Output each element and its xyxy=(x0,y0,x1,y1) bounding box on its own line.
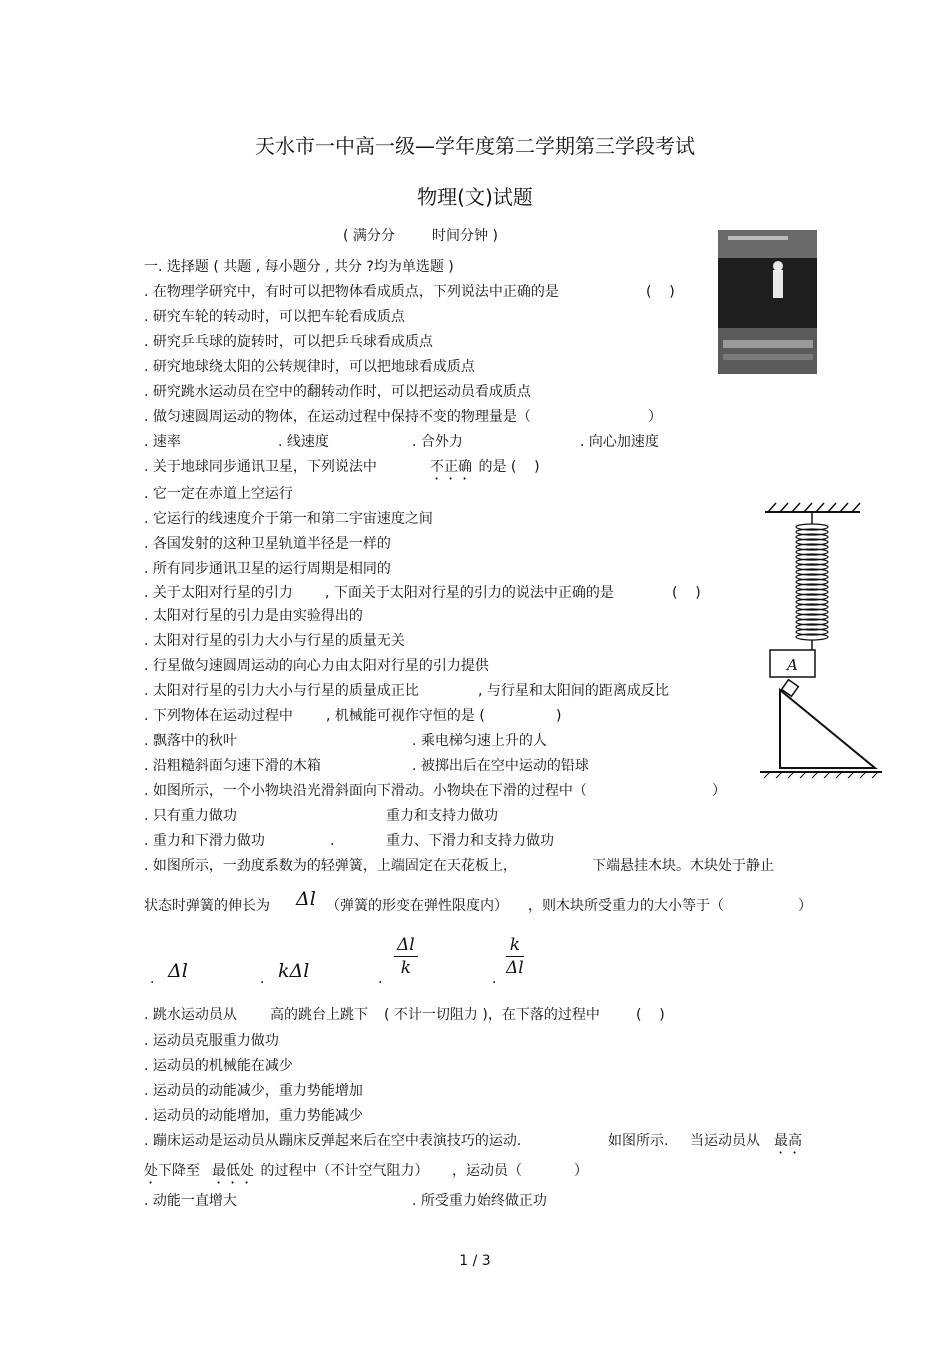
q3-emphasis: 不正确 xyxy=(430,459,472,475)
q1-option-a: . 研究车轮的转动时，可以把车轮看成质点 xyxy=(144,309,405,325)
q6-option-c-dot: . xyxy=(330,833,335,849)
q8-stem-2: 高的跳台上跳下 xyxy=(270,1007,368,1023)
q2-stem: . 做匀速圆周运动的物体，在运动过程中保持不变的物理量是（ xyxy=(144,409,531,425)
spring-incline-diagram xyxy=(760,500,885,780)
q8-paren: ( ) xyxy=(636,1007,665,1023)
section-heading: 一. 选择题 ( 共题 , 每小题分 , 共分 ?均为单选题 ) xyxy=(144,259,454,275)
q2-option-d: . 向心加速度 xyxy=(580,434,659,450)
q7-line2-a: 状态时弹簧的伸长为 xyxy=(144,898,270,914)
q7-option-d-fraction xyxy=(506,934,524,979)
q1-stem: . 在物理学研究中，有时可以把物体看成质点，下列说法中正确的是 xyxy=(144,284,559,300)
q1-paren: ( ) xyxy=(646,284,675,300)
q7-option-b: kΔl xyxy=(278,960,310,982)
q8-option-d: . 运动员的动能增加，重力势能减少 xyxy=(144,1108,363,1124)
q6-option-c: . 重力和下滑力做功 xyxy=(144,833,265,849)
q9-option-a: . 动能一直增大 xyxy=(144,1193,237,1209)
q9-stem-1: . 蹦床运动是运动员从蹦床反弹起来后在空中表演技巧的运动. xyxy=(144,1133,522,1149)
q7-paren: ） xyxy=(798,898,812,914)
q3-option-b: . 它运行的线速度介于第一和第二宇宙速度之间 xyxy=(144,511,433,527)
q5-option-b: . 乘电梯匀速上升的人 xyxy=(412,733,547,749)
q7-delta-l: Δl xyxy=(296,888,316,910)
q4-option-d-2: , 与行星和太阳间的距离成反比 xyxy=(478,683,669,699)
q7-option-b-marker: . xyxy=(260,971,265,987)
q3-tail: 的是 ( ) xyxy=(474,459,540,475)
q7-option-c-numerator: Δl xyxy=(394,934,418,957)
q7-line2-c: ，则木块所受重力的大小等于（ xyxy=(528,898,724,914)
exam-subtitle: 物理(文)试题 xyxy=(417,185,533,209)
time-info: 时间分钟 ) xyxy=(432,228,498,244)
q7-stem-2: 下端悬挂木块。木块处于静止 xyxy=(592,858,774,874)
q4-paren: ( ) xyxy=(672,585,701,601)
q4-stem-2: , 下面关于太阳对行星的引力的说法中正确的是 xyxy=(325,585,614,601)
q8-option-b: . 运动员的机械能在减少 xyxy=(144,1058,293,1074)
q7-stem-1: . 如图所示，一劲度系数为的轻弹簧，上端固定在天花板上， xyxy=(144,858,517,874)
q5-stem-2: , 机械能可视作守恒的是 ( xyxy=(326,708,485,724)
q7-option-d-numerator: k xyxy=(506,934,524,957)
q2-option-c: . 合外力 xyxy=(412,434,463,450)
exam-title: 天水市一中高一级—学年度第二学期第三学段考试 xyxy=(255,134,695,158)
q7-line2-b: （弹簧的形变在弹性限度内） xyxy=(326,898,508,914)
q5-paren: ) xyxy=(556,708,562,724)
q9-stem-3: 当运动员从 xyxy=(690,1133,760,1149)
trampoline-photo xyxy=(718,230,817,374)
page-number: 1 / 3 xyxy=(459,1253,491,1269)
q4-stem-1: . 关于太阳对行星的引力 xyxy=(144,585,293,601)
q6-paren: ） xyxy=(712,783,726,799)
q5-option-a: . 飘落中的秋叶 xyxy=(144,733,237,749)
q9-option-b: . 所受重力始终做正功 xyxy=(412,1193,547,1209)
q5-stem-1: . 下列物体在运动过程中 xyxy=(144,708,293,724)
q7-option-d-denominator: Δl xyxy=(506,958,524,978)
q6-stem: . 如图所示，一个小物块沿光滑斜面向下滑动。小物块在下滑的过程中（ xyxy=(144,783,587,799)
q1-option-d: . 研究跳水运动员在空中的翻转动作时，可以把运动员看成质点 xyxy=(144,384,531,400)
q3-option-d: . 所有同步通讯卫星的运行周期是相同的 xyxy=(144,561,391,577)
q1-option-b: . 研究乒乓球的旋转时，可以把乒乓球看成质点 xyxy=(144,334,433,350)
q9-line2-c: 的过程中（不计空气阻力） xyxy=(256,1163,429,1179)
q8-option-c: . 运动员的动能减少，重力势能增加 xyxy=(144,1083,363,1099)
q8-stem-1: . 跳水运动员从 xyxy=(144,1007,237,1023)
q7-option-c-marker: . xyxy=(378,971,383,987)
q9-emphasis-highest: 最高 xyxy=(774,1133,802,1149)
score-info: ( 满分分 xyxy=(343,228,395,244)
q4-option-c: . 行星做匀速圆周运动的向心力由太阳对行星的引力提供 xyxy=(144,658,489,674)
q1-option-c: . 研究地球绕太阳的公转规律时，可以把地球看成质点 xyxy=(144,359,475,375)
block-a-label: A xyxy=(787,656,798,674)
q7-option-a-marker: . xyxy=(150,971,155,987)
q4-option-d-1: . 太阳对行星的引力大小与行星的质量成正比 xyxy=(144,683,419,699)
q2-option-a: . 速率 xyxy=(144,434,181,450)
q6-option-d: 重力、下滑力和支持力做功 xyxy=(386,833,554,849)
q3-stem: . 关于地球同步通讯卫星，下列说法中 xyxy=(144,459,377,475)
q4-option-b: . 太阳对行星的引力大小与行星的质量无关 xyxy=(144,633,405,649)
q9-paren: ） xyxy=(574,1163,588,1179)
q3-option-a: . 它一定在赤道上空运行 xyxy=(144,486,293,502)
q9-stem-2: 如图所示. xyxy=(608,1133,669,1149)
q3-option-c: . 各国发射的这种卫星轨道半径是一样的 xyxy=(144,536,391,552)
q5-option-c: . 沿粗糙斜面匀速下滑的木箱 xyxy=(144,758,321,774)
q5-option-d: . 被掷出后在空中运动的铅球 xyxy=(412,758,589,774)
q9-line2-b: 下降至 xyxy=(158,1163,200,1179)
q4-option-a: . 太阳对行星的引力是由实验得出的 xyxy=(144,608,363,624)
q6-option-a: . 只有重力做功 xyxy=(144,808,237,824)
q7-option-a: Δl xyxy=(168,960,188,982)
q9-emphasis-lowest: 最低处 xyxy=(212,1163,254,1179)
q2-option-b: . 线速度 xyxy=(278,434,329,450)
q9-line2-d: ，运动员（ xyxy=(452,1163,522,1179)
q9-line2-a: 处 xyxy=(144,1163,158,1179)
q2-paren: ） xyxy=(648,409,662,425)
q7-option-d-marker: . xyxy=(492,971,497,987)
q8-option-a: . 运动员克服重力做功 xyxy=(144,1033,279,1049)
q8-stem-3: ( 不计一切阻力 )，在下落的过程中 xyxy=(384,1007,600,1023)
q7-option-c-fraction xyxy=(394,934,418,979)
q7-option-c-denominator: k xyxy=(400,958,412,978)
q6-option-b: 重力和支持力做功 xyxy=(386,808,498,824)
